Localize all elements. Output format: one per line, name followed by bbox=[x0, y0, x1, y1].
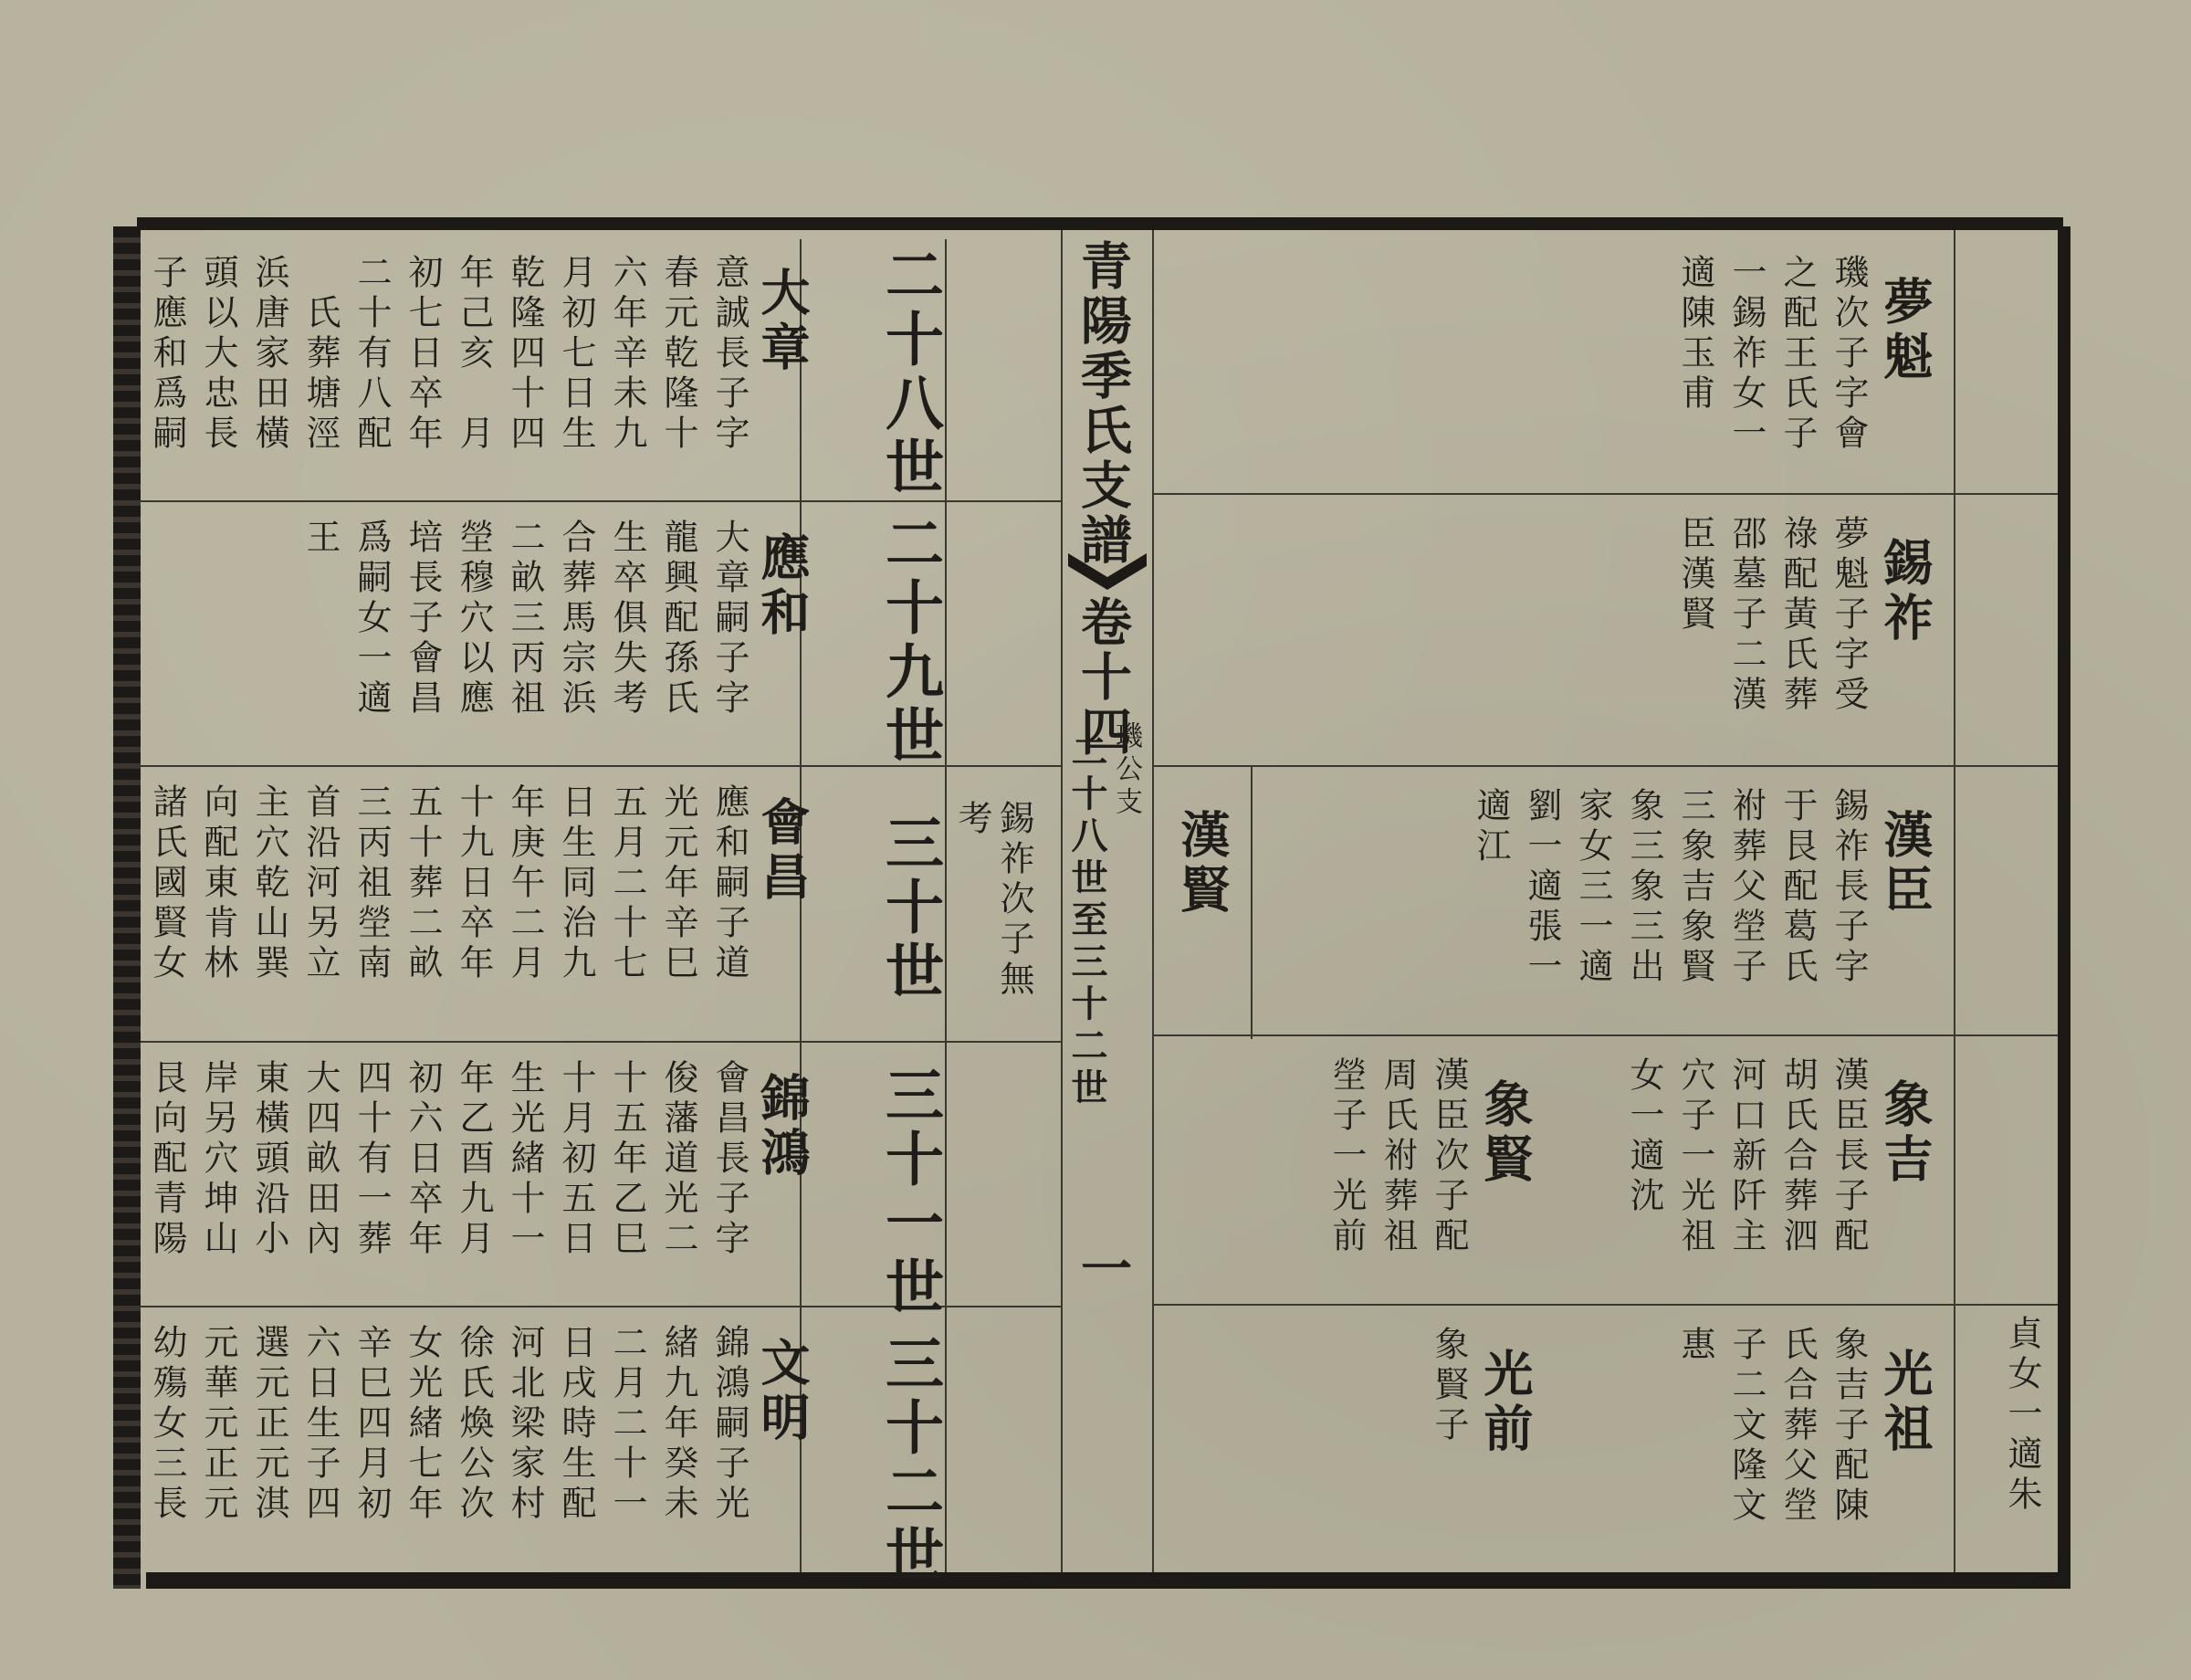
page-number: 一 bbox=[1073, 1242, 1133, 1297]
note-line: 錫祚次子無 bbox=[994, 800, 1034, 1001]
biography-line: 象吉子配陳 bbox=[1829, 1326, 1869, 1527]
biography-line: 大四畝田內 bbox=[300, 1059, 341, 1260]
center-column-right-line bbox=[1152, 230, 1154, 1572]
book-title: 青陽季氏支譜 bbox=[1073, 239, 1133, 568]
biography-line: 日生同治九 bbox=[556, 783, 596, 984]
fish-tail-mark bbox=[1068, 553, 1147, 590]
biography-line: 一錫祚女一 bbox=[1726, 254, 1766, 455]
person-name: 光前 bbox=[1476, 1348, 1535, 1457]
biography-line: 穴子一光祖 bbox=[1675, 1056, 1715, 1257]
biography-line: 應和嗣子道 bbox=[709, 783, 750, 984]
person-name: 夢魁 bbox=[1876, 276, 1934, 385]
biography-line: 主穴乾山巽 bbox=[249, 783, 289, 984]
biography-line: 俊藩道光二 bbox=[658, 1059, 698, 1260]
biography-line: 家女三一適 bbox=[1573, 787, 1613, 988]
frame-left-border bbox=[113, 226, 141, 1589]
generation-range: 二十八世至三十二世 bbox=[1065, 732, 1108, 1110]
biography-line: 五月二十七 bbox=[607, 783, 647, 984]
biography-line: 春元乾隆十 bbox=[658, 254, 698, 455]
biography-line: 錦鴻嗣子光 bbox=[709, 1324, 750, 1525]
biography-line: 十九日卒年 bbox=[454, 783, 494, 984]
biography-line: 錫祚長子字 bbox=[1829, 787, 1869, 988]
person-name: 象吉 bbox=[1876, 1078, 1934, 1188]
biography-line: 適江 bbox=[1471, 787, 1511, 867]
biography-line: 生卒俱失考 bbox=[607, 519, 647, 719]
biography-line: 十月初五日 bbox=[556, 1059, 596, 1260]
biography-line: 初七日卒年 bbox=[403, 254, 443, 455]
row-divider bbox=[1154, 1304, 2058, 1306]
biography-line: 之配王氏子 bbox=[1777, 254, 1818, 455]
biography-line: 二畝三丙祖 bbox=[505, 519, 545, 719]
biography-line: 選元正元淇 bbox=[249, 1324, 289, 1525]
row-divider bbox=[1154, 1034, 2058, 1036]
biography-line: 年乙酉九月 bbox=[454, 1059, 494, 1260]
frame-right-border bbox=[2058, 226, 2070, 1589]
biography-line: 胡氏合葬泗 bbox=[1777, 1056, 1818, 1257]
biography-line: 祿配黃氏葬 bbox=[1777, 515, 1818, 716]
generation-label: 三十世 bbox=[875, 813, 944, 1004]
generation-label: 三十二世 bbox=[875, 1333, 944, 1589]
biography-line: 祔葬父塋子 bbox=[1726, 787, 1766, 988]
biography-line: 初六日卒年 bbox=[403, 1059, 443, 1260]
biography-line: 年己亥 月 bbox=[454, 254, 494, 455]
biography-line: 向配東肯林 bbox=[198, 783, 238, 984]
biography-line: 日戌時生配 bbox=[556, 1324, 596, 1525]
biography-line: 辛巳四月初 bbox=[351, 1324, 392, 1525]
frame-top-border bbox=[137, 217, 2063, 230]
biography-line: 塋穆穴以應 bbox=[454, 519, 494, 719]
biography-line: 爲嗣女一適 bbox=[351, 519, 392, 719]
biography-line: 氏合葬父塋 bbox=[1777, 1326, 1818, 1527]
biography-line: 緒九年癸未 bbox=[658, 1324, 698, 1525]
biography-line: 乾隆四十四 bbox=[505, 254, 545, 455]
frame-bottom-border bbox=[146, 1572, 2063, 1589]
branch-label: 璣公支 bbox=[1110, 721, 1142, 820]
biography-line: 大章嗣子字 bbox=[709, 519, 750, 719]
biography-line: 漢臣次子配 bbox=[1429, 1056, 1469, 1257]
gen-column-divider bbox=[945, 239, 947, 1572]
biography-line: 意誠長子字 bbox=[709, 254, 750, 455]
person-name: 大章 bbox=[753, 267, 812, 376]
biography-line: 象賢子 bbox=[1429, 1326, 1469, 1446]
generation-label: 二十九世 bbox=[875, 513, 944, 769]
person-name: 漢賢 bbox=[1173, 809, 1232, 919]
note-line: 考 bbox=[952, 800, 992, 840]
biography-line: 月初七日生 bbox=[556, 254, 596, 455]
biography-line: 適陳玉甫 bbox=[1675, 254, 1715, 415]
biography-line: 邵墓子二漢 bbox=[1726, 515, 1766, 716]
biography-line: 二月二十一 bbox=[607, 1324, 647, 1525]
biography-line: 幼殤女三長 bbox=[147, 1324, 187, 1525]
person-name: 漢臣 bbox=[1876, 809, 1934, 919]
biography-line: 培長子會昌 bbox=[403, 519, 443, 719]
biography-line: 四十有一葬 bbox=[351, 1059, 392, 1260]
biography-line: 三丙祖塋南 bbox=[351, 783, 392, 984]
biography-line: 河北梁家村 bbox=[505, 1324, 545, 1525]
edge-note: 貞女一適朱 bbox=[2002, 1315, 2042, 1516]
biography-line: 氏葬塘涇 bbox=[300, 254, 341, 455]
biography-line: 十五年乙巳 bbox=[607, 1059, 647, 1260]
center-column-left-line bbox=[1061, 230, 1063, 1572]
row-divider bbox=[1154, 765, 2058, 767]
person-name: 光祖 bbox=[1876, 1348, 1934, 1457]
biography-line: 臣漢賢 bbox=[1675, 515, 1715, 635]
row-divider bbox=[1154, 493, 2058, 495]
biography-line: 頭以大忠長 bbox=[198, 254, 238, 455]
biography-line: 塋子一光前 bbox=[1326, 1056, 1367, 1257]
volume-number: 卷十四 bbox=[1073, 595, 1133, 760]
biography-line: 年庚午二月 bbox=[505, 783, 545, 984]
biography-line: 首沿河另立 bbox=[300, 783, 341, 984]
cell-divider bbox=[1251, 765, 1253, 1039]
row-divider bbox=[141, 1041, 1063, 1043]
biography-line: 生光緒十一 bbox=[505, 1059, 545, 1260]
biography-line: 徐氏煥公次 bbox=[454, 1324, 494, 1525]
biography-line: 子應和爲嗣 bbox=[147, 254, 187, 455]
person-name: 文明 bbox=[753, 1337, 812, 1446]
name-column-divider bbox=[1954, 230, 1955, 1572]
biography-line: 劉一適張一 bbox=[1522, 787, 1562, 988]
biography-line: 璣次子字會 bbox=[1829, 254, 1869, 455]
biography-line: 王 bbox=[300, 519, 341, 559]
biography-line: 合葬馬宗浜 bbox=[556, 519, 596, 719]
biography-line: 周氏祔葬祖 bbox=[1378, 1056, 1418, 1257]
biography-line: 東橫頭沿小 bbox=[249, 1059, 289, 1260]
biography-line: 三象吉象賢 bbox=[1675, 787, 1715, 988]
biography-line: 夢魁子字受 bbox=[1829, 515, 1869, 716]
biography-line: 漢臣長子配 bbox=[1829, 1056, 1869, 1257]
biography-line: 女一適沈 bbox=[1624, 1056, 1664, 1217]
biography-line: 六日生子四 bbox=[300, 1324, 341, 1525]
generation-label: 二十八世 bbox=[875, 245, 944, 500]
biography-line: 光元年辛巳 bbox=[658, 783, 698, 984]
person-name: 應和 bbox=[753, 531, 812, 641]
generation-label: 三十一世 bbox=[875, 1065, 944, 1320]
person-name: 錫祚 bbox=[1876, 537, 1934, 646]
biography-line: 五十葬二畝 bbox=[403, 783, 443, 984]
biography-line: 龍興配孫氏 bbox=[658, 519, 698, 719]
biography-line: 象三象三出 bbox=[1624, 787, 1664, 988]
row-divider bbox=[141, 500, 1063, 502]
person-name: 會昌 bbox=[753, 796, 812, 906]
biography-line: 六年辛未九 bbox=[607, 254, 647, 455]
biography-line: 惠 bbox=[1675, 1326, 1715, 1366]
biography-line: 二十有八配 bbox=[351, 254, 392, 455]
biography-line: 會昌長子字 bbox=[709, 1059, 750, 1260]
biography-line: 諸氏國賢女 bbox=[147, 783, 187, 984]
person-name: 錦鴻 bbox=[753, 1072, 812, 1181]
biography-line: 于艮配葛氏 bbox=[1777, 787, 1818, 988]
biography-line: 艮向配青陽 bbox=[147, 1059, 187, 1260]
biography-line: 浜唐家田橫 bbox=[249, 254, 289, 455]
biography-line: 岸另穴坤山 bbox=[198, 1059, 238, 1260]
biography-line: 女光緒七年 bbox=[403, 1324, 443, 1525]
biography-line: 河口新阡主 bbox=[1726, 1056, 1766, 1257]
biography-line: 元華元正元 bbox=[198, 1324, 238, 1525]
person-name: 象賢 bbox=[1476, 1078, 1535, 1188]
biography-line: 子二文隆文 bbox=[1726, 1326, 1766, 1527]
